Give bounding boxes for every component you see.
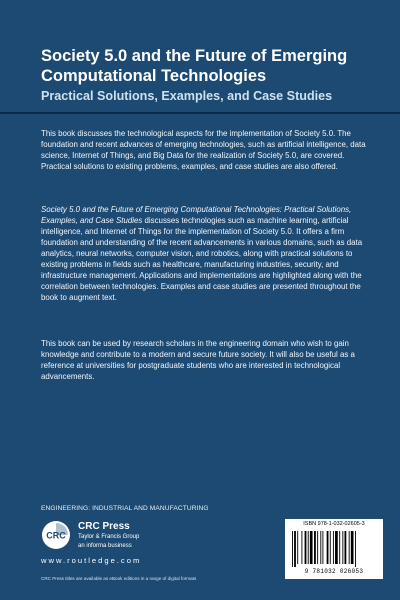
publisher-name: CRC Press — [78, 521, 130, 532]
publisher-block — [78, 521, 139, 551]
barcode-icon — [291, 531, 377, 567]
publisher-business: an informa business — [78, 543, 132, 549]
logo-text: CRC — [46, 530, 66, 541]
isbn-label: ISBN 978-1-032-02605-3 — [303, 521, 365, 527]
divider-rule — [0, 112, 400, 114]
barcode-number: 9 781032 026053 — [304, 568, 364, 575]
book-subtitle: Practical Solutions, Examples, and Case Studies — [41, 89, 333, 103]
book-title: Society 5.0 and the Future of Emerging Computational Technologies — [41, 47, 348, 85]
italic-book-title: Society 5.0 and the Future of Emerging Computational Technologies: Practical Solutions, Examples, and Case Studies — [41, 205, 352, 225]
paragraph-2-text: discusses technologies such as machine learning, artificial intelligence, and Internet of Things for the implementation of Society 5.0. It offers a firm foundation and understanding of the recent advancements in various domains, such as data analytics, neural networks, computer vision, and robotics, along with practical solutions to existing problems in fields such as healthcare, manufacturing industries, security, and infrastructure management. Applications and implementations are highlighted along with the correlation between technologies. Examples and case studies are presented throughout the book to augment text. — [41, 216, 363, 302]
description-paragraph-1: This book discusses the technological aspects for the implementation of Society 5.0. The foundation and recent advances of emerging technologies, such as artificial intelligence, data science, Internet of Things, and Big Data for the realization of Society 5.0, are covered. Practical solutions to existing problems, examples, and case studies are also offered. — [41, 129, 366, 171]
ebook-note: CRC Press titles are available as eBook editions in a range of digital formats — [41, 576, 197, 581]
barcode-panel — [285, 519, 383, 579]
description-paragraph-3: This book can be used by research scholars in the engineering domain who wish to gain knowledge and contribute to a modern and secure future society. It will also be useful as a reference at universities for postgraduate students who are interested in technological advancements. — [41, 339, 355, 381]
publisher-url[interactable]: www.routledge.com — [41, 556, 142, 565]
series-label: ENGINEERING: INDUSTRIAL AND MANUFACTURING — [41, 505, 209, 512]
crc-press-logo-icon — [41, 520, 71, 550]
description-paragraph-2 — [41, 204, 371, 303]
publisher-group: Taylor & Francis Group — [78, 534, 140, 540]
